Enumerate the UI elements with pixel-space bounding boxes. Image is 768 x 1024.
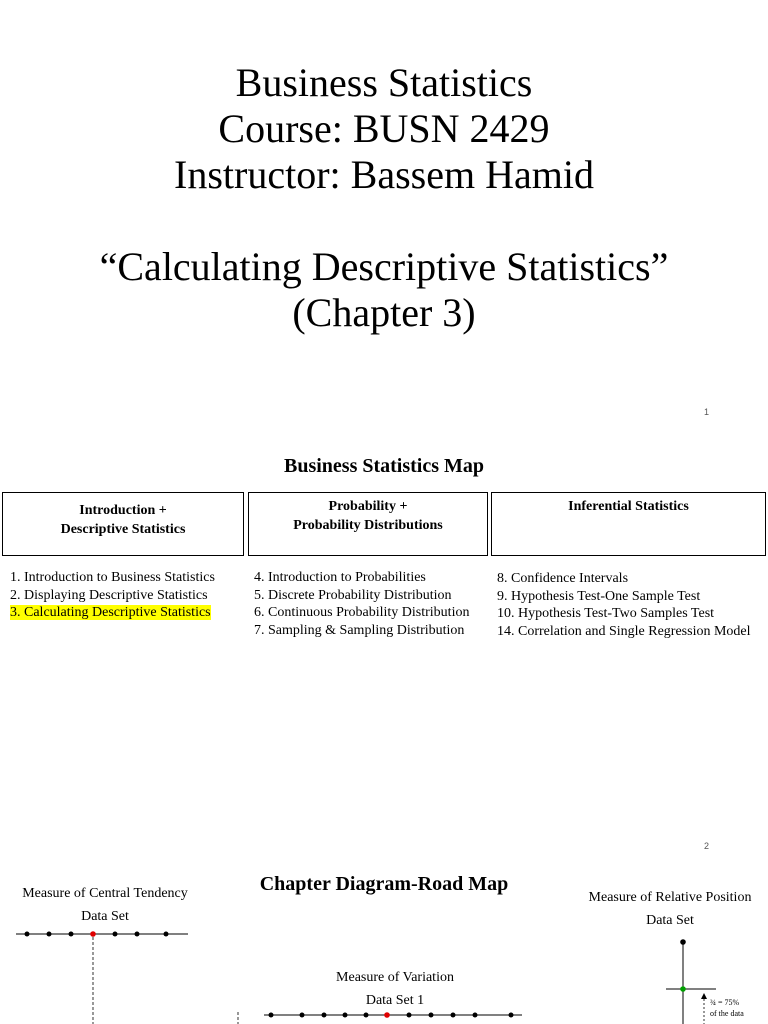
- data-point: [25, 932, 30, 937]
- map-box-line1: Inferential Statistics: [568, 499, 689, 514]
- chapter-item: 5. Discrete Probability Distribution: [254, 587, 452, 603]
- roadmap-diagram: [0, 900, 768, 1024]
- chapter-title: “Calculating Descriptive Statistics”: [99, 244, 669, 289]
- data-point: [135, 932, 140, 937]
- roadmap-title: Chapter Diagram-Road Map: [259, 873, 509, 895]
- variation-number-line: [238, 1012, 522, 1024]
- page-number-1: 1: [704, 407, 710, 417]
- page-number-2: 2: [704, 841, 710, 851]
- map-box-descriptive: [2, 492, 244, 556]
- data-point: [113, 932, 118, 937]
- data-point: [364, 1013, 369, 1018]
- relative-position-line: [666, 939, 744, 1024]
- chapter-list-descriptive: [10, 569, 215, 622]
- data-point: [322, 1013, 327, 1018]
- data-point: [451, 1013, 456, 1018]
- map-box-line2: Descriptive Statistics: [60, 522, 186, 537]
- variation-dataset: Data Set 1: [365, 993, 425, 1008]
- quartile-note-line1: ¾ = 75%: [710, 998, 740, 1007]
- data-point: [47, 932, 52, 937]
- center-point: [90, 931, 96, 937]
- relative-position-title: Measure of Relative Position: [588, 890, 752, 905]
- chapter-item: 1. Introduction to Business Statistics: [10, 570, 215, 585]
- map-box-probability: [248, 492, 488, 556]
- chapter-item: 6. Continuous Probability Distribution: [254, 605, 470, 620]
- relative-position-dataset: Data Set: [646, 913, 694, 928]
- chapter-item-current: 3. Calculating Descriptive Statistics: [10, 605, 211, 620]
- quartile-note-line2: of the data: [710, 1009, 744, 1018]
- arrow-up-icon: [701, 993, 707, 999]
- data-point: [473, 1013, 478, 1018]
- data-point: [429, 1013, 434, 1018]
- chapter-item: 8. Confidence Intervals: [497, 571, 629, 586]
- chapter-item: 2. Displaying Descriptive Statistics: [10, 587, 208, 603]
- spacer: [0, 198, 768, 244]
- data-point: [269, 1013, 274, 1018]
- central-tendency-dataset: Data Set: [81, 909, 129, 924]
- course-code: Course: BUSN 2429: [218, 106, 550, 151]
- data-point: [509, 1013, 514, 1018]
- chapter-number: (Chapter 3): [292, 290, 476, 335]
- data-point: [164, 932, 169, 937]
- map-box-line1: Probability +: [328, 499, 408, 514]
- instructor-name: Instructor: Bassem Hamid: [174, 152, 594, 197]
- chapter-item: 14. Correlation and Single Regression Model: [497, 623, 751, 639]
- data-point: [69, 932, 74, 937]
- map-box-line2: Probability Distributions: [293, 518, 443, 533]
- chapter-list-probability: [254, 569, 469, 639]
- map-title: Business Statistics Map: [283, 455, 485, 477]
- central-tendency-title: Measure of Central Tendency: [22, 886, 188, 901]
- chapter-list-inferential: [497, 570, 751, 640]
- center-point: [384, 1012, 390, 1018]
- central-tendency-number-line: [16, 931, 188, 1024]
- title-slide: [0, 60, 768, 336]
- course-title: Business Statistics: [235, 60, 533, 105]
- map-box-line1: Introduction +: [79, 503, 167, 518]
- data-point: [343, 1013, 348, 1018]
- map-box-inferential: [491, 492, 766, 556]
- chapter-item: 10. Hypothesis Test-Two Samples Test: [497, 606, 715, 621]
- data-point: [300, 1013, 305, 1018]
- chapter-item: 7. Sampling & Sampling Distribution: [254, 622, 465, 638]
- chapter-item: 9. Hypothesis Test-One Sample Test: [497, 588, 701, 604]
- variation-title: Measure of Variation: [336, 970, 454, 985]
- chapter-item: 4. Introduction to Probabilities: [254, 570, 426, 585]
- data-point: [680, 939, 686, 945]
- data-point: [407, 1013, 412, 1018]
- quartile-point: [680, 986, 686, 992]
